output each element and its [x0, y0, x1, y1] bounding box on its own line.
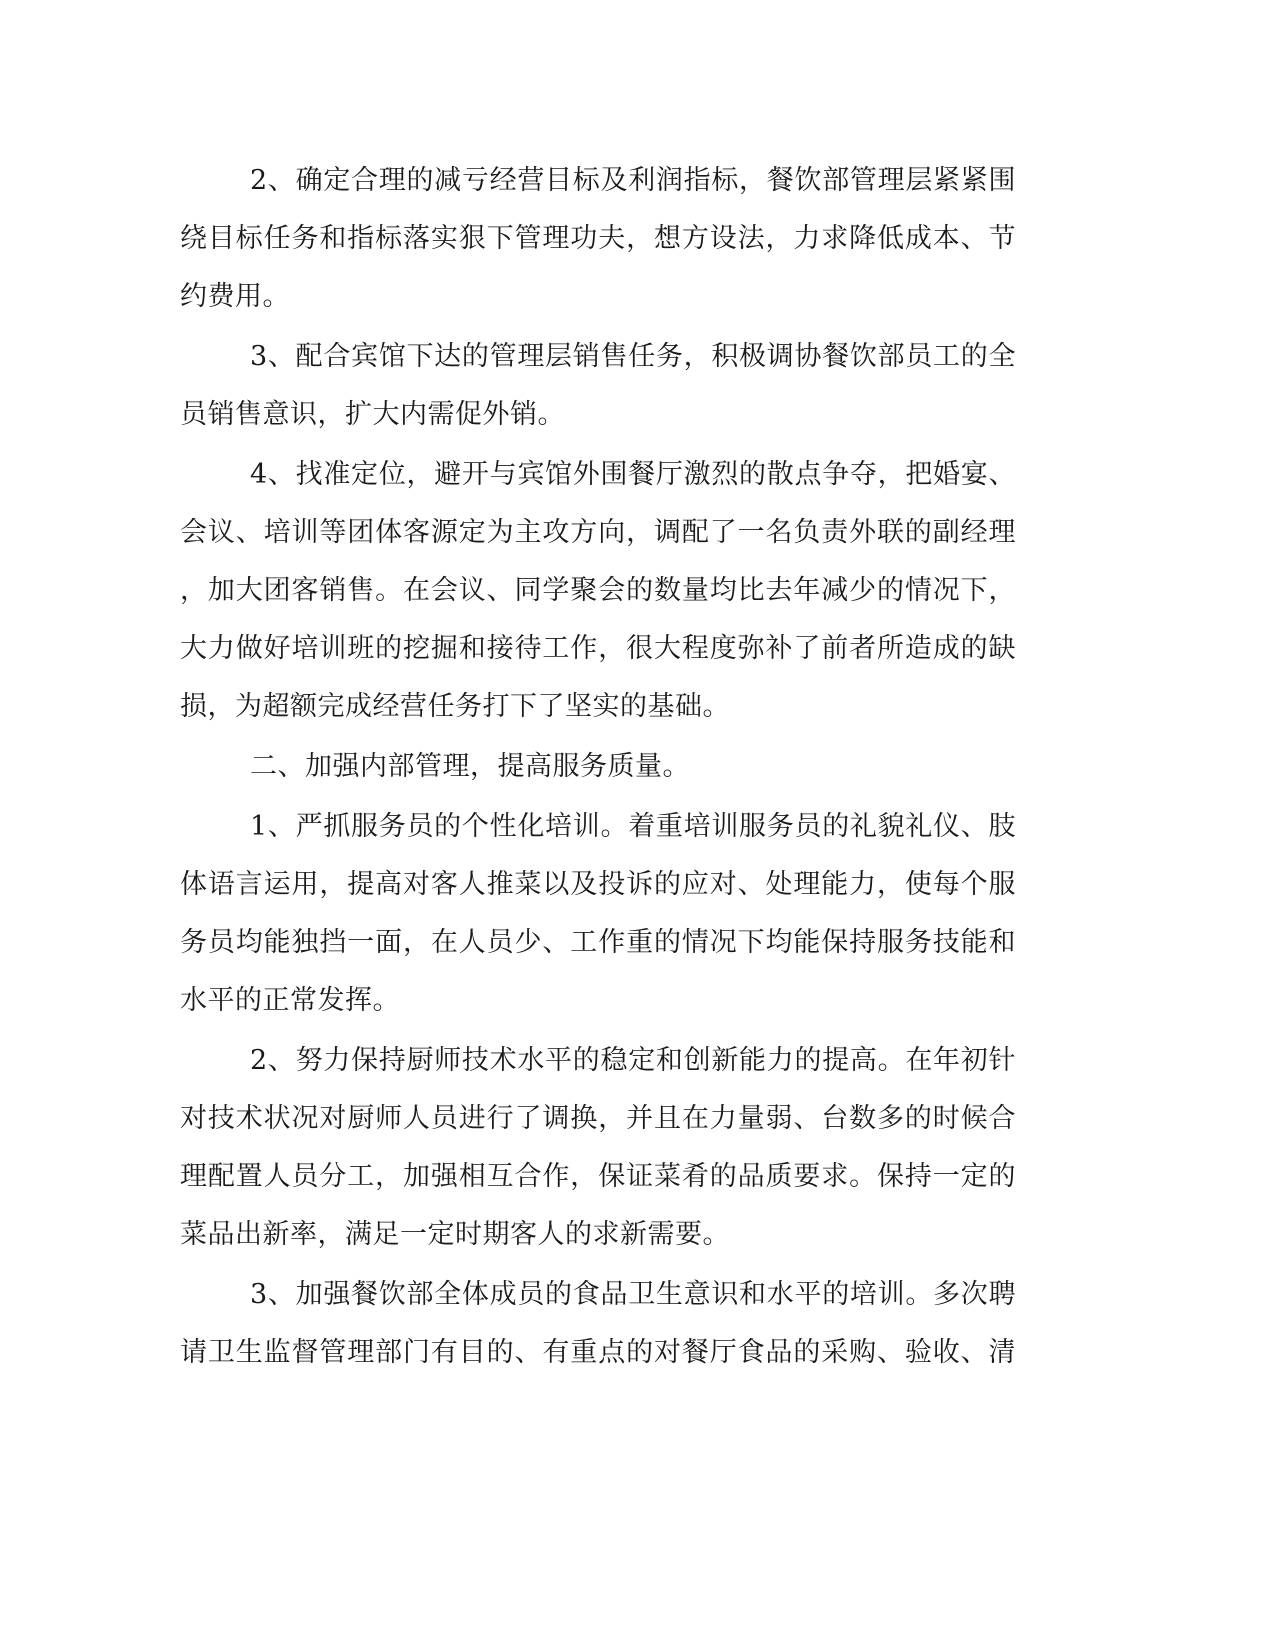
paragraph-b2-line-2: 对技术状况对厨师人员进行了调换，并且在力量弱、台数多的时候合	[180, 1103, 1016, 1134]
paragraph-2-line-2: 绕目标任务和指标落实狠下管理功夫，想方设法，力求降低成本、节	[180, 223, 1016, 254]
paragraph-b3-line-1: 3、加强餐饮部全体成员的食品卫生意识和水平的培训。多次聘	[250, 1279, 1016, 1310]
paragraph-b2-line-3: 理配置人员分工，加强相互合作，保证菜肴的品质要求。保持一定的	[180, 1161, 1016, 1192]
paragraph-2-line-1: 2、确定合理的减亏经营目标及利润指标，餐饮部管理层紧紧围	[250, 165, 1016, 196]
paragraph-3-line-2: 员销售意识，扩大内需促外销。	[180, 399, 565, 430]
paragraph-b2-line-4: 菜品出新率，满足一定时期客人的求新需要。	[180, 1219, 730, 1250]
paragraph-4-line-5: 损，为超额完成经营任务打下了坚实的基础。	[180, 691, 730, 722]
paragraph-4-line-2: 会议、培训等团体客源定为主攻方向，调配了一名负责外联的副经理	[180, 517, 1016, 548]
paragraph-4-line-4: 大力做好培训班的挖掘和接待工作，很大程度弥补了前者所造成的缺	[180, 633, 1016, 664]
paragraph-b1-line-3: 务员均能独挡一面，在人员少、工作重的情况下均能保持服务技能和	[180, 927, 1016, 958]
paragraph-b1-line-2: 体语言运用，提高对客人推菜以及投诉的应对、处理能力，使每个服	[180, 869, 1016, 900]
paragraph-b2-line-1: 2、努力保持厨师技术水平的稳定和创新能力的提高。在年初针	[250, 1045, 1016, 1076]
paragraph-4-line-1: 4、找准定位，避开与宾馆外围餐厅激烈的散点争夺，把婚宴、	[250, 459, 1016, 490]
paragraph-4-line-3: ，加大团客销售。在会议、同学聚会的数量均比去年减少的情况下，	[180, 575, 1016, 606]
section-heading: 二、加强内部管理，提高服务质量。	[250, 751, 690, 782]
paragraph-b1-line-4: 水平的正常发挥。	[180, 985, 400, 1016]
paragraph-2-line-3: 约费用。	[180, 281, 290, 312]
paragraph-b3-line-2: 请卫生监督管理部门有目的、有重点的对餐厅食品的采购、验收、清	[180, 1337, 1016, 1368]
paragraph-b1-line-1: 1、严抓服务员的个性化培训。着重培训服务员的礼貌礼仪、肢	[250, 811, 1016, 842]
paragraph-3-line-1: 3、配合宾馆下达的管理层销售任务，积极调协餐饮部员工的全	[250, 341, 1016, 372]
